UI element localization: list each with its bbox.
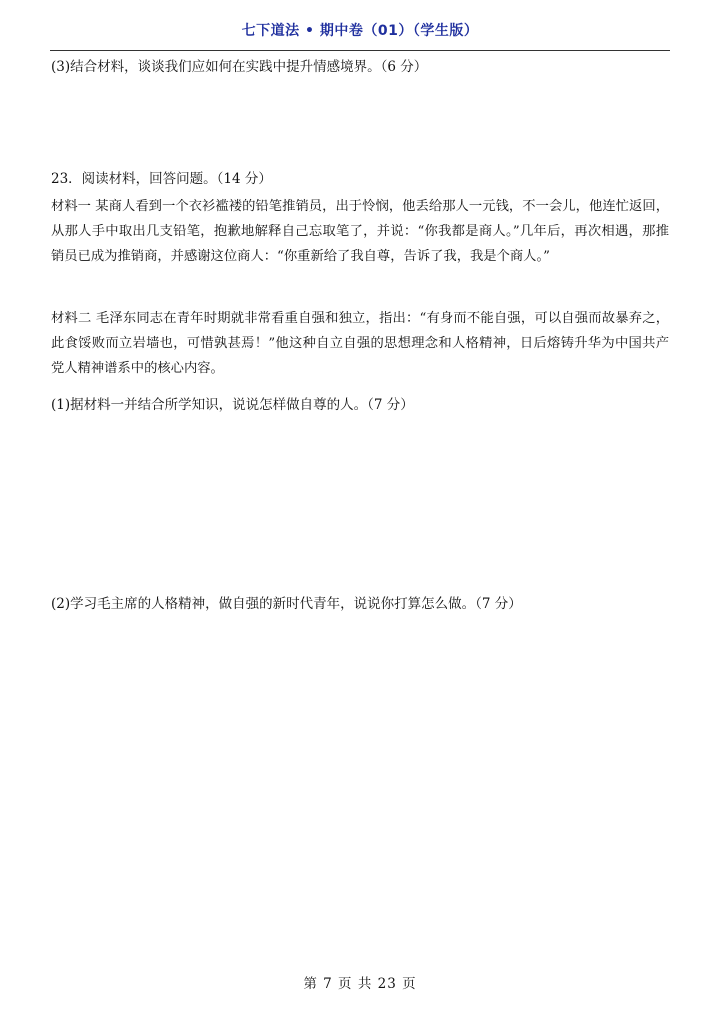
header-title: 七下道法 • 期中卷（01）（学生版）: [241, 23, 479, 39]
page-footer: 第 7 页 共 23 页: [303, 976, 417, 992]
question-23-part-2: (2)学习毛主席的人格精神，做自强的新时代青年，说说你打算怎么做。（7 分）: [51, 596, 522, 612]
material-2-text: 材料二 毛泽东同志在青年时期就非常看重自强和独立，指出：“有身而不能自强，可以自强而故暴弃之，此食馁败而立岩墙也，可惜孰甚焉！”他这种自立自强的思想理念和人格精神，日后熔铸升华为中国共产党人精神谱系中的核心内容。: [51, 311, 669, 376]
question-23-part-1: (1)据材料一并结合所学知识，说说怎样做自尊的人。（7 分）: [51, 397, 414, 413]
material-2: [51, 306, 669, 381]
question-23-title: 23．阅读材料，回答问题。（14 分）: [51, 171, 272, 187]
question-22-part-3: (3)结合材料，谈谈我们应如何在实践中提升情感境界。（6 分）: [51, 59, 428, 75]
material-1-text: 材料一 某商人看到一个衣衫褴褛的铅笔推销员，出于怜悯，他丢给那人一元钱，不一会儿，他连忙返回，从那人手中取出几支铅笔，抱歉地解释自己忘取笔了，并说：“你我都是商人。”几年后，再次相遇，那推销员已成为推销商，并感谢这位商人：“你重新给了我自尊，告诉了我，我是个商人。”: [51, 199, 669, 264]
material-1: [51, 194, 669, 269]
page-header: [50, 14, 670, 51]
